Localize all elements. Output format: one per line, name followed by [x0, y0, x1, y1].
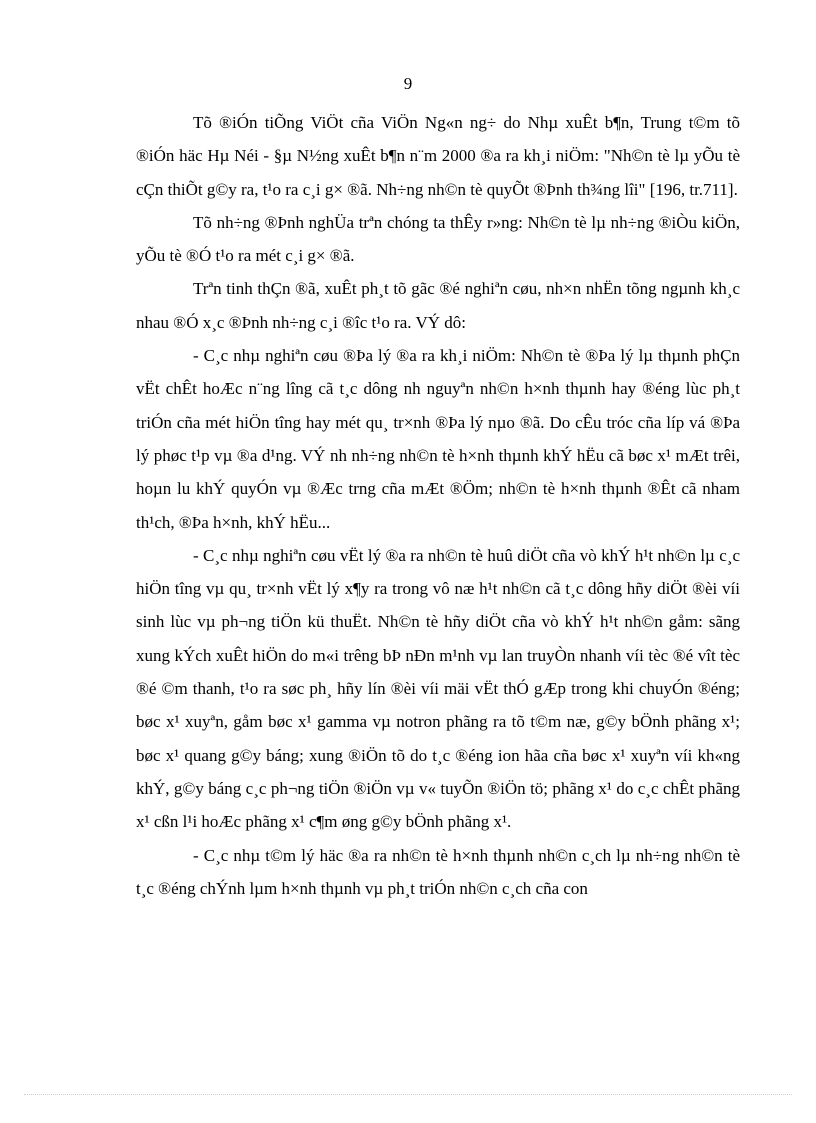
- body-text: [136, 106, 740, 905]
- paragraph-psychology-factors: - C¸c nhµ t©m lý häc ®a ra nh©n tè h×nh thµnh nh©n c¸ch lµ nh÷ng nh©n tè t¸c ®éng chÝnh lµm h×nh thµnh vµ ph¸t triÓn nh©n c¸ch cña con: [136, 845, 740, 898]
- paragraph-dictionary-definition: Tõ ®iÓn tiÕng ViÖt cña ViÖn Ng«n ng÷ do Nhµ xuÊt b¶n, Trung t©m tõ ®iÓn häc Hµ Néi - §µ N½ng xuÊt b¶n n¨m 2000 ®a ra kh¸i niÖm: "Nh©n tè lµ yÕu tè cÇn thiÕt g©y ra, t¹o ra c¸i g× ®ã. Nh÷ng nh©n tè quyÕt ®Þnh th¾ng lîi" [196, tr.711].: [136, 113, 740, 199]
- paragraph-factor-summary: Tõ nh÷ng ®Þnh nghÜa trªn chóng ta thÊy r»ng: Nh©n tè lµ nh÷ng ®iÒu kiÖn, yÕu tè ®Ó t¹o ra mét c¸i g× ®ã.: [136, 212, 740, 266]
- paragraph-geography-factors: - C¸c nhµ nghiªn cøu ®Þa lý ®a ra kh¸i niÖm: Nh©n tè ®Þa lý lµ thµnh phÇn vËt chÊt hoÆc n¨ng lîng cã t¸c dông nh nguyªn nh©n h×nh thµnh hay ®éng lùc ph¸t triÓn cña mét hiÖn tîng hay mét qu¸ tr×nh ®Þa lý nµo ®ã. Do cÊu tróc cña líp vá ®Þa lý phøc t¹p vµ ®a d¹ng. VÝ nh nh÷ng nh©n tè h×nh thµnh khÝ hËu cã bøc x¹ mÆt trêi, hoµn lu khÝ quyÓn vµ ®Æc trng cña mÆt ®Öm; nh©n tè h×nh thµnh ®Êt cã nham th¹ch, ®Þa h×nh, khÝ hËu...: [136, 346, 740, 532]
- paragraph-research-perspectives: Trªn tinh thÇn ®ã, xuÊt ph¸t tõ gãc ®é nghiªn cøu, nh×n nhËn tõng ngµnh kh¸c nhau ®Ó x¸c ®Þnh nh÷ng c¸i ®îc t¹o ra. VÝ dô:: [136, 279, 740, 332]
- page-bottom-divider: [24, 1094, 792, 1095]
- paragraph-physics-factors: - C¸c nhµ nghiªn cøu vËt lý ®a ra nh©n tè huû diÖt cña vò khÝ h¹t nh©n lµ c¸c hiÖn tîng vµ qu¸ tr×nh vËt lý x¶y ra trong vô næ h¹t nh©n cã t¸c dông hñy diÖt ®èi víi sinh lùc vµ ph¬ng tiÖn kü thuËt. Nh©n tè hñy diÖt cña vò khÝ h¹t nh©n gåm: sãng xung kÝch xuÊt hiÖn do m«i trêng bÞ nÐn m¹nh vµ lan truyÒn nhanh víi tèc ®é vît tèc ®é ©m thanh, t¹o ra søc ph¸ hñy lín ®èi víi mäi vËt thÓ gÆp trong khi chuyÓn ®éng; bøc x¹ xuyªn, gåm bøc x¹ gamma vµ notron phãng ra tõ t©m næ, g©y bÖnh phãng x¹; bøc x¹ quang g©y báng; xung ®iÖn tõ do t¸c ®éng ion hãa cña bøc x¹ xuyªn víi kh«ng khÝ, g©y báng c¸c ph¬ng tiÖn ®iÖn vµ v« tuyÕn ®iÖn tö; phãng x¹ do c¸c chÊt phãng x¹ cßn l¹i hoÆc phãng x¹ c¶m øng g©y bÖnh phãng x¹.: [136, 545, 740, 832]
- page-number: 9: [403, 74, 413, 93]
